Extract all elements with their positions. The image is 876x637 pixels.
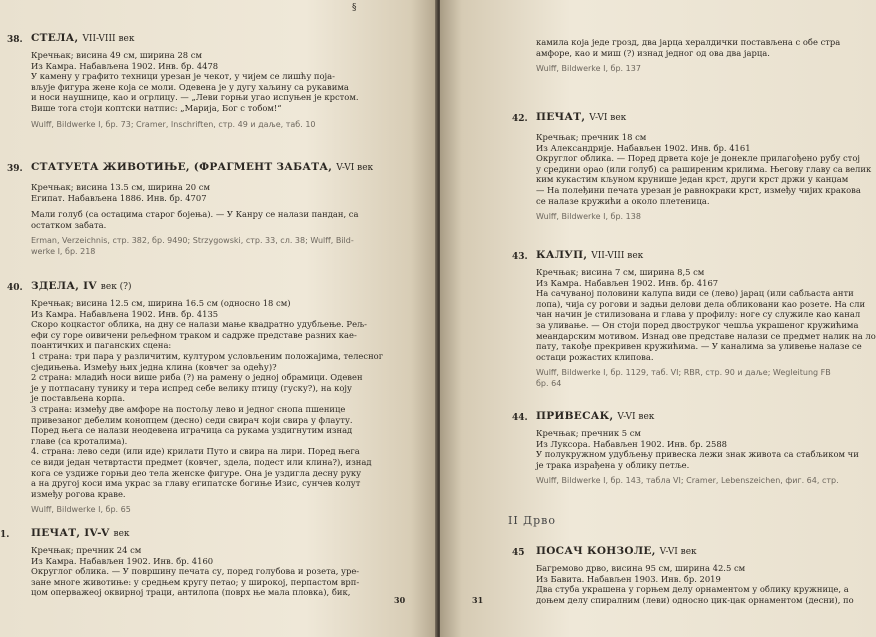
entry-line: је постављена корпа. xyxy=(31,393,126,404)
entry-line: Скоро коцкастог облика, на дну се налази мање квадратно удубљење. Рељ- xyxy=(31,319,367,330)
entry-line: Кречњак; пречник 18 см xyxy=(536,132,647,142)
entry-line: Два стуба украшена у горњем делу орнаментом у облику кружнице, а xyxy=(536,584,849,595)
entry-title: ПЕЧАТ, IV-V век xyxy=(31,527,130,539)
page-number: 31 xyxy=(472,595,484,605)
entry-number: 45 xyxy=(512,548,525,558)
entry-line: је трака израђена у облику петље. xyxy=(536,459,690,470)
entry-reference: бр. 64 xyxy=(536,378,562,388)
entry-line: Кречњак; висина 12.5 см, ширина 16.5 см (односно 18 см) xyxy=(31,298,291,308)
catalog-entry-43 xyxy=(536,249,876,389)
entry-line: Из Александрије. Набављен 1902. Инв. бр. 4161 xyxy=(536,142,751,153)
entry-line: На сачуваној половини калупа види се (лево) јарац (или сабљаста анти xyxy=(536,288,854,299)
corner-mark: § xyxy=(352,3,357,13)
entry-line: зане многе животиње: у средњем кругу петао; у широкој, перпастом врп- xyxy=(31,576,360,587)
entry-line: чан начин је стилизована и глава у профилу: ноге су служиле као канал xyxy=(536,309,861,320)
entry-reference: Erman, Verzeichnis, стр. 382, бр. 9490; Strzygowski, стр. 33, сл. 38; Wulff, Bild- xyxy=(31,236,354,246)
entry-reference: Wulff, Bildwerke I, бр. 137 xyxy=(536,64,641,74)
entry-line: Кречњак; висина 7 см, ширина 8,5 см xyxy=(536,267,705,277)
entry-number: 43. xyxy=(512,252,528,262)
entry-line: Из Бавита. Набављен 1903. Инв. бр. 2019 xyxy=(536,573,721,584)
entry-reference: Wulff, Bildwerke I, бр. 73; Cramer, Inschriften, стр. 49 и даље, таб. 10 xyxy=(31,119,316,129)
entry-reference: Wulff, Bildwerke I, бр. 143, табла VI; Cramer, Lebenszeichen, фиг. 64, стр. xyxy=(536,476,839,486)
catalog-entry-39 xyxy=(31,161,373,257)
entry-line: ефи су горе оивичени рељефном траком и садрже представе разних кае- xyxy=(31,329,357,340)
entry-number: 1. xyxy=(0,530,10,540)
entry-line: поантичких и паганских сцена: xyxy=(31,340,172,351)
entry-line: Из Камра. Набављена 1902. Инв. бр. 4478 xyxy=(31,60,219,71)
entry-line: се налазе кружићи а около плетеница. xyxy=(536,195,710,206)
entry-reference: Wulff, Bildwerke I, бр. 65 xyxy=(31,505,131,515)
entry-line: камила која једе грозд, два јарца хералдички постављена с обе стра xyxy=(536,37,841,47)
entry-line: доњем делу спиралним (леви) односно цик-цак орнаментом (десни), по xyxy=(536,594,854,605)
entry-title: СТЕЛА, VII-VIII век xyxy=(31,32,135,44)
entry-title: ПЕЧАТ, V-VI век xyxy=(536,111,627,123)
entry-line: Кречњак; пречник 5 см xyxy=(536,428,641,438)
entry-line: Округлог облика. — У површину печата су, поред голубова и розета, уре- xyxy=(31,566,360,577)
entry-line: се види један четвртасти предмет (ковчег, здела, подест или клина?), изнад xyxy=(31,456,372,467)
entry-line: за уливање. — Он стоји поред двоструког чешља украшеног кружићима xyxy=(536,319,859,330)
entry-title: ПРИВЕСАК, V-VI век xyxy=(536,410,655,422)
page-number: 30 xyxy=(394,595,406,605)
entry-reference: werke I, бр. 218 xyxy=(31,246,96,256)
entry-number: 39. xyxy=(7,164,23,174)
entry-title: КАЛУП, VII-VIII век xyxy=(536,249,644,261)
entry-line: је у потпасану тунику и тера испред себе велику птицу (гуску?), на коју xyxy=(31,382,352,393)
catalog-entry-41 xyxy=(31,527,359,598)
catalog-entry-44 xyxy=(536,410,859,487)
entry-line: амфоре, као и миш (?) изнад једног од ова два јарца. xyxy=(536,47,770,58)
entry-line: Из Камра. Набављена 1902. Инв. бр. 4135 xyxy=(31,308,219,319)
entry-line: пату, такође прекривен кружићима. — У каналима за уливење налазе се xyxy=(536,341,862,352)
catalog-entry-42 xyxy=(536,111,871,223)
entry-line: Поред њега се налази неодевена играчица са рукама уздигнутим изнад xyxy=(31,425,353,436)
entry-line: између рогова краве. xyxy=(31,488,126,499)
entry-line: привезаног дебелим конопцем (десно) седи свирач који свира у флауту. xyxy=(31,414,353,425)
entry-title: СТАТУЕТА ЖИВОТИЊЕ, (ФРАГМЕНТ ЗАБАТА, V-VI век xyxy=(31,161,374,173)
entry-number: 40. xyxy=(7,283,23,293)
entry-number: 42. xyxy=(512,114,528,124)
entry-line: и носи наушнице, као и огрлицу. — „Леви горњи угао испуњен је крстом. xyxy=(31,92,359,103)
entry-line: Из Камра. Набављен 1902. Инв. бр. 4167 xyxy=(536,277,719,288)
entry-number: 38. xyxy=(7,35,23,45)
left-page xyxy=(0,0,437,637)
entry-line: главе (са кроталима). xyxy=(31,435,128,446)
entry-line: у средини орао (или голуб) са раширеним крилима. Његову главу са велик xyxy=(536,163,872,174)
entry-line: остаци рожастих клипова. xyxy=(536,351,654,362)
entry-line: 1 страна: три пара у различитим, културом условљеним положајима, телесног xyxy=(31,350,384,361)
entry-reference: Wulff, Bildwerke I, бр. 138 xyxy=(536,212,641,222)
entry-line: У полукружном удубљењу привеска лежи знак живота са стабљиком чи xyxy=(536,449,859,460)
entry-line: — На полеђини печата урезан је равнокраки крст, између чијих кракова xyxy=(536,184,861,195)
entry-line: Округлог облика. — Поред дрвета које је донекле прилагођено рубу стој xyxy=(536,153,860,164)
catalog-entry-40 xyxy=(31,280,383,516)
entry-line: меандарским мотивом. Изнад ове представе налази се предмет налик на ло xyxy=(536,330,876,341)
entry-line: сједињења. Између њих једна клина (ковчег за одећу)? xyxy=(31,361,277,372)
entry-line: Кречњак; висина 13.5 см, ширина 20 см xyxy=(31,182,210,192)
right-page xyxy=(440,0,876,637)
entry-line: остатком забата. xyxy=(31,219,107,230)
entry-line: Из Камра. Набављен 1902. Инв. бр. 4160 xyxy=(31,555,214,566)
entry-line: Египат. Набављена 1886. Инв. бр. 4707 xyxy=(31,192,207,203)
entry-line: Кречњак; висина 49 см, ширина 28 см xyxy=(31,50,202,60)
entry-line: лопа), чија су рогови и задњи делови дела обликовани као розете. На сли xyxy=(536,298,866,309)
entry-number: 44. xyxy=(512,413,528,423)
catalog-entry-45 xyxy=(536,545,854,605)
entry-line: цом оперважеој оквирној траци, антилопа (поврх ње мала пловка), бик, xyxy=(31,587,351,598)
entry-line: Багремово дрво, висина 95 см, ширина 42.5 см xyxy=(536,563,746,573)
entry-line: У камену у графито техници урезан је чекот, у чијем се лишћу поја- xyxy=(31,71,335,82)
catalog-entry-38 xyxy=(31,32,359,130)
entry-title: ПОСАЧ КОНЗОЛЕ, V-VI век xyxy=(536,545,697,557)
section-heading: II Дрво xyxy=(508,514,556,527)
entry-line: 2 страна: младић носи више риба (?) на рамену о једној обрамици. Одевен xyxy=(31,372,363,383)
entry-line: а на другој коси има украс за главу египатске богиње Изис, сунчев колут xyxy=(31,478,361,489)
entry-line: кога се уздиже горњи део тела женске фигуре. Она је уздигла десну руку xyxy=(31,467,362,478)
entry-line: Из Луксора. Набављен 1902. Инв. бр. 2588 xyxy=(536,438,728,449)
entry-line: Мали голуб (са остацима старог бојења). — У Канру се налази пандан, са xyxy=(31,209,359,220)
entry-line: вљује фигура жене која се моли. Одевена је у дугу хаљину са рукавима xyxy=(31,81,349,92)
entry-title: ЗДЕЛА, IV век (?) xyxy=(31,280,132,292)
entry-reference: Wulff, Bildwerke I, бр. 1129, таб. VI; RBR, стр. 90 и даље; Wegleitung FB xyxy=(536,368,831,378)
entry-line: 4. страна: лево седи (или иде) крилати Путо и свира на лири. Поред њега xyxy=(31,446,360,457)
entry-line: Више тога стоји коптски натпис: „Марија, Бог с тобом!“ xyxy=(31,102,282,113)
entry-line: Кречњак; пречник 24 см xyxy=(31,545,142,555)
entry-continuation xyxy=(536,37,840,75)
entry-line: 3 страна: између две амфоре на постољу лево и једног снопа пшенице xyxy=(31,403,346,414)
entry-line: ким кукастим кљуном крунише један крст, други крст држи у канџам xyxy=(536,174,849,185)
